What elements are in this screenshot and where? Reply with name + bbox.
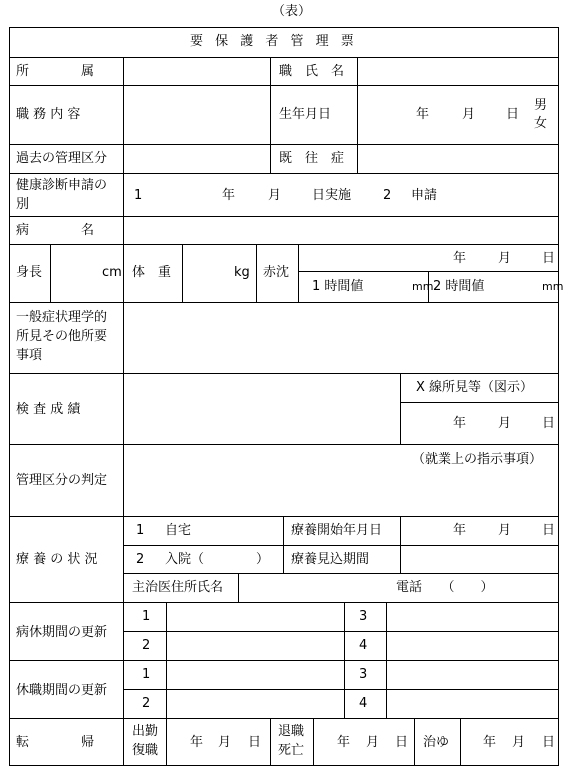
col-divider — [344, 602, 345, 718]
row-divider — [9, 302, 559, 303]
xray-label: X 線所見等（図示） — [416, 380, 534, 395]
return-day: 日 — [248, 735, 262, 750]
treatment-status-label: 療 養 の 状 況 — [16, 552, 98, 567]
exam-option-2-num: 2 — [383, 188, 392, 203]
col-divider — [357, 57, 358, 173]
sex-male: 男 — [534, 98, 548, 113]
sick-leave-renewal-label: 病休期間の更新 — [16, 625, 108, 640]
row-divider — [9, 144, 559, 145]
leave-renewal-num-1: 1 — [142, 667, 151, 682]
treatment-divider — [123, 545, 559, 546]
xray-year: 年 — [453, 416, 467, 431]
leave-renewal-num-4: 4 — [359, 696, 368, 711]
exam-apply-label: 健康診断申請の — [16, 178, 108, 193]
col-divider — [182, 244, 183, 302]
staff-name-label: 職 氏 名 — [279, 64, 345, 79]
sex-female: 女 — [534, 116, 548, 131]
col-divider — [460, 718, 461, 766]
row-divider — [9, 516, 559, 517]
col-divider — [123, 244, 124, 302]
form-title: 要 保 護 者 管 理 票 — [190, 34, 358, 49]
col-divider — [400, 516, 401, 573]
treat-year: 年 — [453, 523, 467, 538]
leave-renewal-label: 休職期間の更新 — [16, 683, 108, 698]
sick-renewal-num-3: 3 — [359, 609, 368, 624]
leave-renewal-num-3: 3 — [359, 667, 368, 682]
cured-label: 治ゆ — [423, 735, 450, 750]
row-divider — [9, 85, 559, 86]
disease-label: 病 名 — [16, 223, 95, 238]
cured-month: 月 — [512, 735, 526, 750]
return-work-label-1: 出勤 — [132, 724, 159, 739]
col-divider — [400, 373, 401, 444]
col-divider — [283, 516, 284, 573]
col-divider — [123, 302, 124, 766]
col-divider — [256, 244, 257, 302]
birth-day: 日 — [506, 107, 520, 122]
height-label: 身長 — [16, 265, 43, 280]
xray-month: 月 — [498, 416, 512, 431]
col-divider — [270, 718, 271, 766]
outcome-label: 転 帰 — [16, 735, 95, 750]
col-divider — [414, 718, 415, 766]
general-label-3: 事項 — [16, 348, 43, 363]
row-divider — [9, 244, 559, 245]
exam-done: 日実施 — [312, 188, 352, 203]
treatment-divider — [123, 573, 559, 574]
col-divider — [270, 57, 271, 173]
row-divider — [9, 718, 559, 719]
retire-label-2: 死亡 — [278, 743, 305, 758]
leave-renewal-num-2: 2 — [142, 696, 151, 711]
work-instructions: （就業上の指示事項） — [412, 452, 543, 467]
general-label-2: 所見その他所要 — [16, 329, 108, 344]
phone-label: 電話 （ ） — [396, 580, 494, 595]
col-divider — [123, 57, 124, 216]
row-divider — [9, 57, 559, 58]
treat-day: 日 — [542, 523, 556, 538]
row-divider — [9, 602, 559, 603]
form-frame — [9, 27, 559, 766]
treat-start-label: 療養開始年月日 — [291, 523, 383, 538]
affiliation-label: 所 属 — [16, 64, 95, 79]
col-divider — [386, 602, 387, 718]
return-year: 年 — [190, 735, 204, 750]
col-divider — [123, 216, 124, 244]
retire-label-1: 退職 — [278, 724, 305, 739]
exam-option-1-num: 1 — [134, 188, 143, 203]
row-divider — [9, 173, 559, 174]
renewal-divider — [123, 631, 559, 632]
exam-year: 年 — [222, 188, 236, 203]
hosp-label: 入院（ ） — [165, 552, 270, 567]
xray-day: 日 — [542, 416, 556, 431]
row-divider — [9, 660, 559, 661]
esr-label: 赤沈 — [263, 265, 290, 280]
treat-expected-label: 療養見込期間 — [291, 552, 370, 567]
duties-label: 職 務 内 容 — [16, 107, 81, 122]
sick-renewal-num-2: 2 — [142, 638, 151, 653]
return-month: 月 — [218, 735, 232, 750]
general-label-1: 一般症状理学的 — [16, 310, 108, 325]
row-divider — [9, 444, 559, 445]
col-divider — [166, 602, 167, 718]
history-label: 既 往 症 — [279, 151, 345, 166]
esr-1h-unit: mm — [412, 280, 434, 293]
sick-renewal-num-1: 1 — [142, 609, 151, 624]
past-class-label: 過去の管理区分 — [16, 151, 108, 166]
home-num: 1 — [136, 523, 145, 538]
home-label: 自宅 — [165, 523, 192, 538]
col-divider — [238, 573, 239, 602]
test-results-label: 検 査 成 績 — [16, 402, 81, 417]
birthdate-label: 生年月日 — [279, 107, 332, 122]
cured-day: 日 — [542, 735, 556, 750]
retire-year: 年 — [337, 735, 351, 750]
sick-renewal-num-4: 4 — [359, 638, 368, 653]
esr-2h-unit: mm — [542, 280, 564, 293]
weight-label: 体 重 — [132, 265, 172, 280]
class-judgment-label: 管理区分の判定 — [16, 473, 108, 488]
xray-divider — [400, 402, 559, 403]
esr-day: 日 — [542, 251, 556, 266]
exam-apply-label-2: 別 — [16, 197, 30, 212]
treat-month: 月 — [498, 523, 512, 538]
return-work-label-2: 復職 — [132, 743, 159, 758]
exam-month: 月 — [268, 188, 282, 203]
row-divider — [9, 373, 559, 374]
doctor-label: 主治医住所氏名 — [132, 580, 224, 595]
col-divider — [50, 244, 51, 302]
exam-apply-text: 申請 — [411, 188, 438, 203]
esr-1h-label: 1 時間値 — [312, 279, 364, 294]
col-divider — [166, 718, 167, 766]
height-unit: cm — [102, 265, 122, 280]
form-caption: （表） — [272, 4, 312, 19]
esr-year: 年 — [453, 251, 467, 266]
col-divider — [313, 718, 314, 766]
birth-year: 年 — [416, 107, 430, 122]
weight-unit: kg — [234, 265, 250, 280]
birth-month: 月 — [462, 107, 476, 122]
esr-month: 月 — [498, 251, 512, 266]
row-divider — [9, 216, 559, 217]
renewal-divider — [123, 689, 559, 690]
cured-year: 年 — [483, 735, 497, 750]
retire-month: 月 — [366, 735, 380, 750]
hosp-num: 2 — [136, 552, 145, 567]
esr-2h-label: 2 時間値 — [433, 279, 485, 294]
retire-day: 日 — [395, 735, 409, 750]
col-divider — [298, 244, 299, 302]
